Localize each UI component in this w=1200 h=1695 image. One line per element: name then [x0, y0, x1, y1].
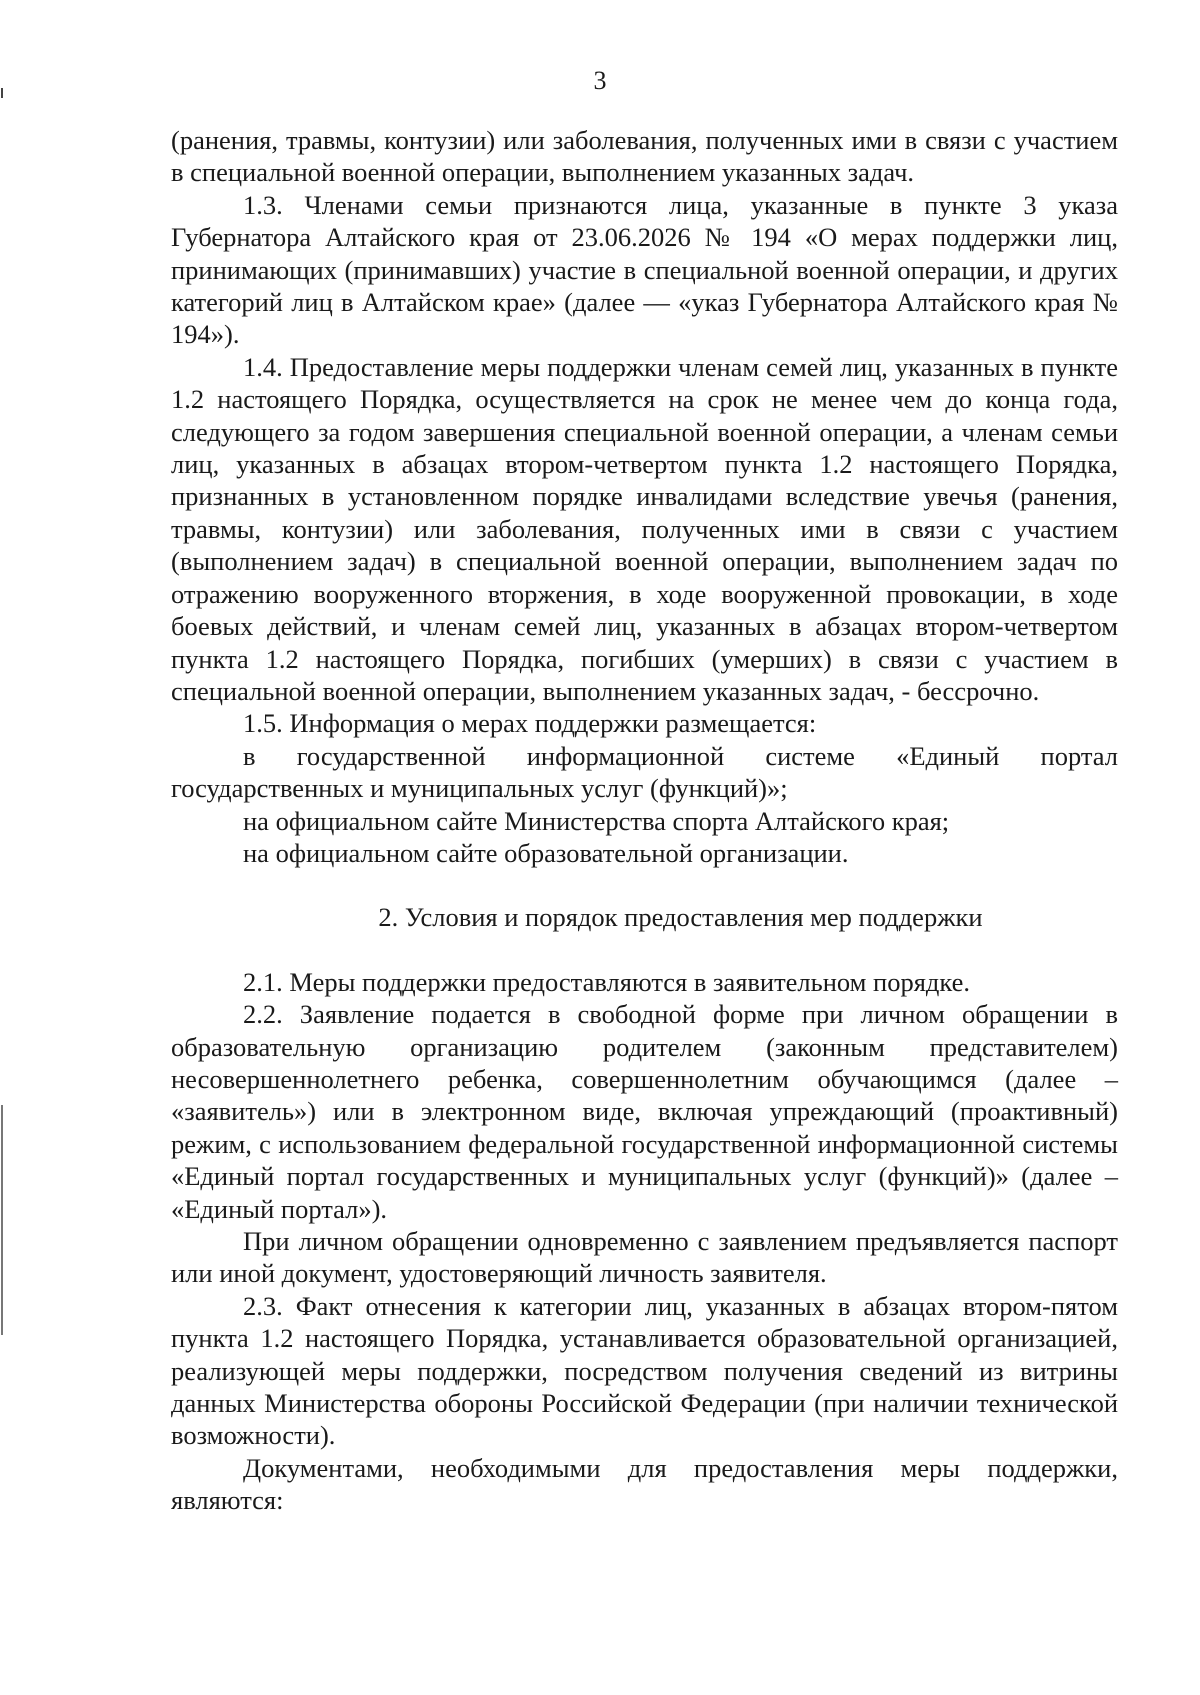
- paragraph-2-2-personal-visit: При личном обращении одновременно с заявлением предъявляется паспорт или иной документ, удостоверяющий личность заявителя.: [171, 1226, 1118, 1289]
- paragraph-1-4: 1.4. Предоставление меры поддержки членам семей лиц, указанных в пункте 1.2 настоящего Порядка, осуществляется на срок не менее чем до конца года, следующего за годом завершения специальной военной операции, а членам семьи лиц, указанных в абзацах втором-четвертом пункта 1.2 настоящего Порядка, признанных в установленном порядке инвалидами вследствие увечья (ранения, травмы, контузии) или заболевания, полученных ими в связи с участием (выполнением задач) в специальной военной операции, выполнением задач по отражению вооруженного вторжения, в ходе вооруженной провокации, в ходе боевых действий, и членам семей лиц, указанных в абзацах втором-четвертом пункта 1.2 настоящего Порядка, погибших (умерших) в связи с участием в специальной военной операции, выполнением указанных задач, - бессрочно.: [171, 351, 1118, 706]
- scan-edge-mark: [1, 88, 3, 98]
- paragraph-1-5-item-org-site: на официальном сайте образовательной организации.: [243, 837, 849, 868]
- paragraph-1-5-item-portal: в государственной информационной системе «Единый портал государственных и муниципальных услуг (функций)»;: [171, 740, 1118, 804]
- spacer: [171, 869, 1118, 901]
- paragraph-2-1: 2.1. Меры поддержки предоставляются в заявительном порядке.: [243, 966, 971, 997]
- page-number: 3: [593, 66, 607, 95]
- paragraph-1-3: 1.3. Членами семьи признаются лица, указанные в пункте 3 указа Губернатора Алтайского края от 23.06.2026 № 194 «О мерах поддержки лиц, принимающих (принимавших) участие в специальной военной операции, и других категорий лиц в Алтайском крае» (далее — «указ Губернатора Алтайского края № 194»).: [171, 189, 1118, 350]
- paragraph-2-3-documents: Документами, необходимыми для предоставления меры поддержки, являются:: [171, 1452, 1118, 1516]
- document-body: [171, 124, 1118, 1517]
- spacer: [171, 934, 1118, 966]
- paragraph-1-5: 1.5. Информация о мерах поддержки размещается:: [243, 708, 817, 739]
- paragraph-1-5-item-ministry-site: на официальном сайте Министерства спорта Алтайского края;: [243, 805, 950, 836]
- paragraph-continuation: (ранения, травмы, контузии) или заболевания, полученных ими в связи с участием в специальной военной операции, выполнением указанных задач.: [171, 125, 1118, 188]
- section-2-heading: 2. Условия и порядок предоставления мер поддержки: [378, 902, 983, 933]
- paragraph-2-2: 2.2. Заявление подается в свободной форме при личном обращении в образовательную организацию родителем (законным представителем) несовершеннолетнего ребенка, совершеннолетним обучающимся (далее – «заявитель») или в электронном виде, включая упреждающий (проактивный) режим, с использованием федеральной государственной информационной системы «Единый портал государственных и муниципальных услуг (функций)» (далее – «Единый портал»).: [171, 999, 1118, 1224]
- paragraph-2-3: 2.3. Факт отнесения к категории лиц, указанных в абзацах втором-пятом пункта 1.2 настоящего Порядка, устанавливается образовательной организацией, реализующей меры поддержки, посредством получения сведений из витрины данных Министерства обороны Российской Федерации (при наличии технической возможности).: [171, 1290, 1118, 1451]
- scan-edge-mark: [1, 1105, 3, 1335]
